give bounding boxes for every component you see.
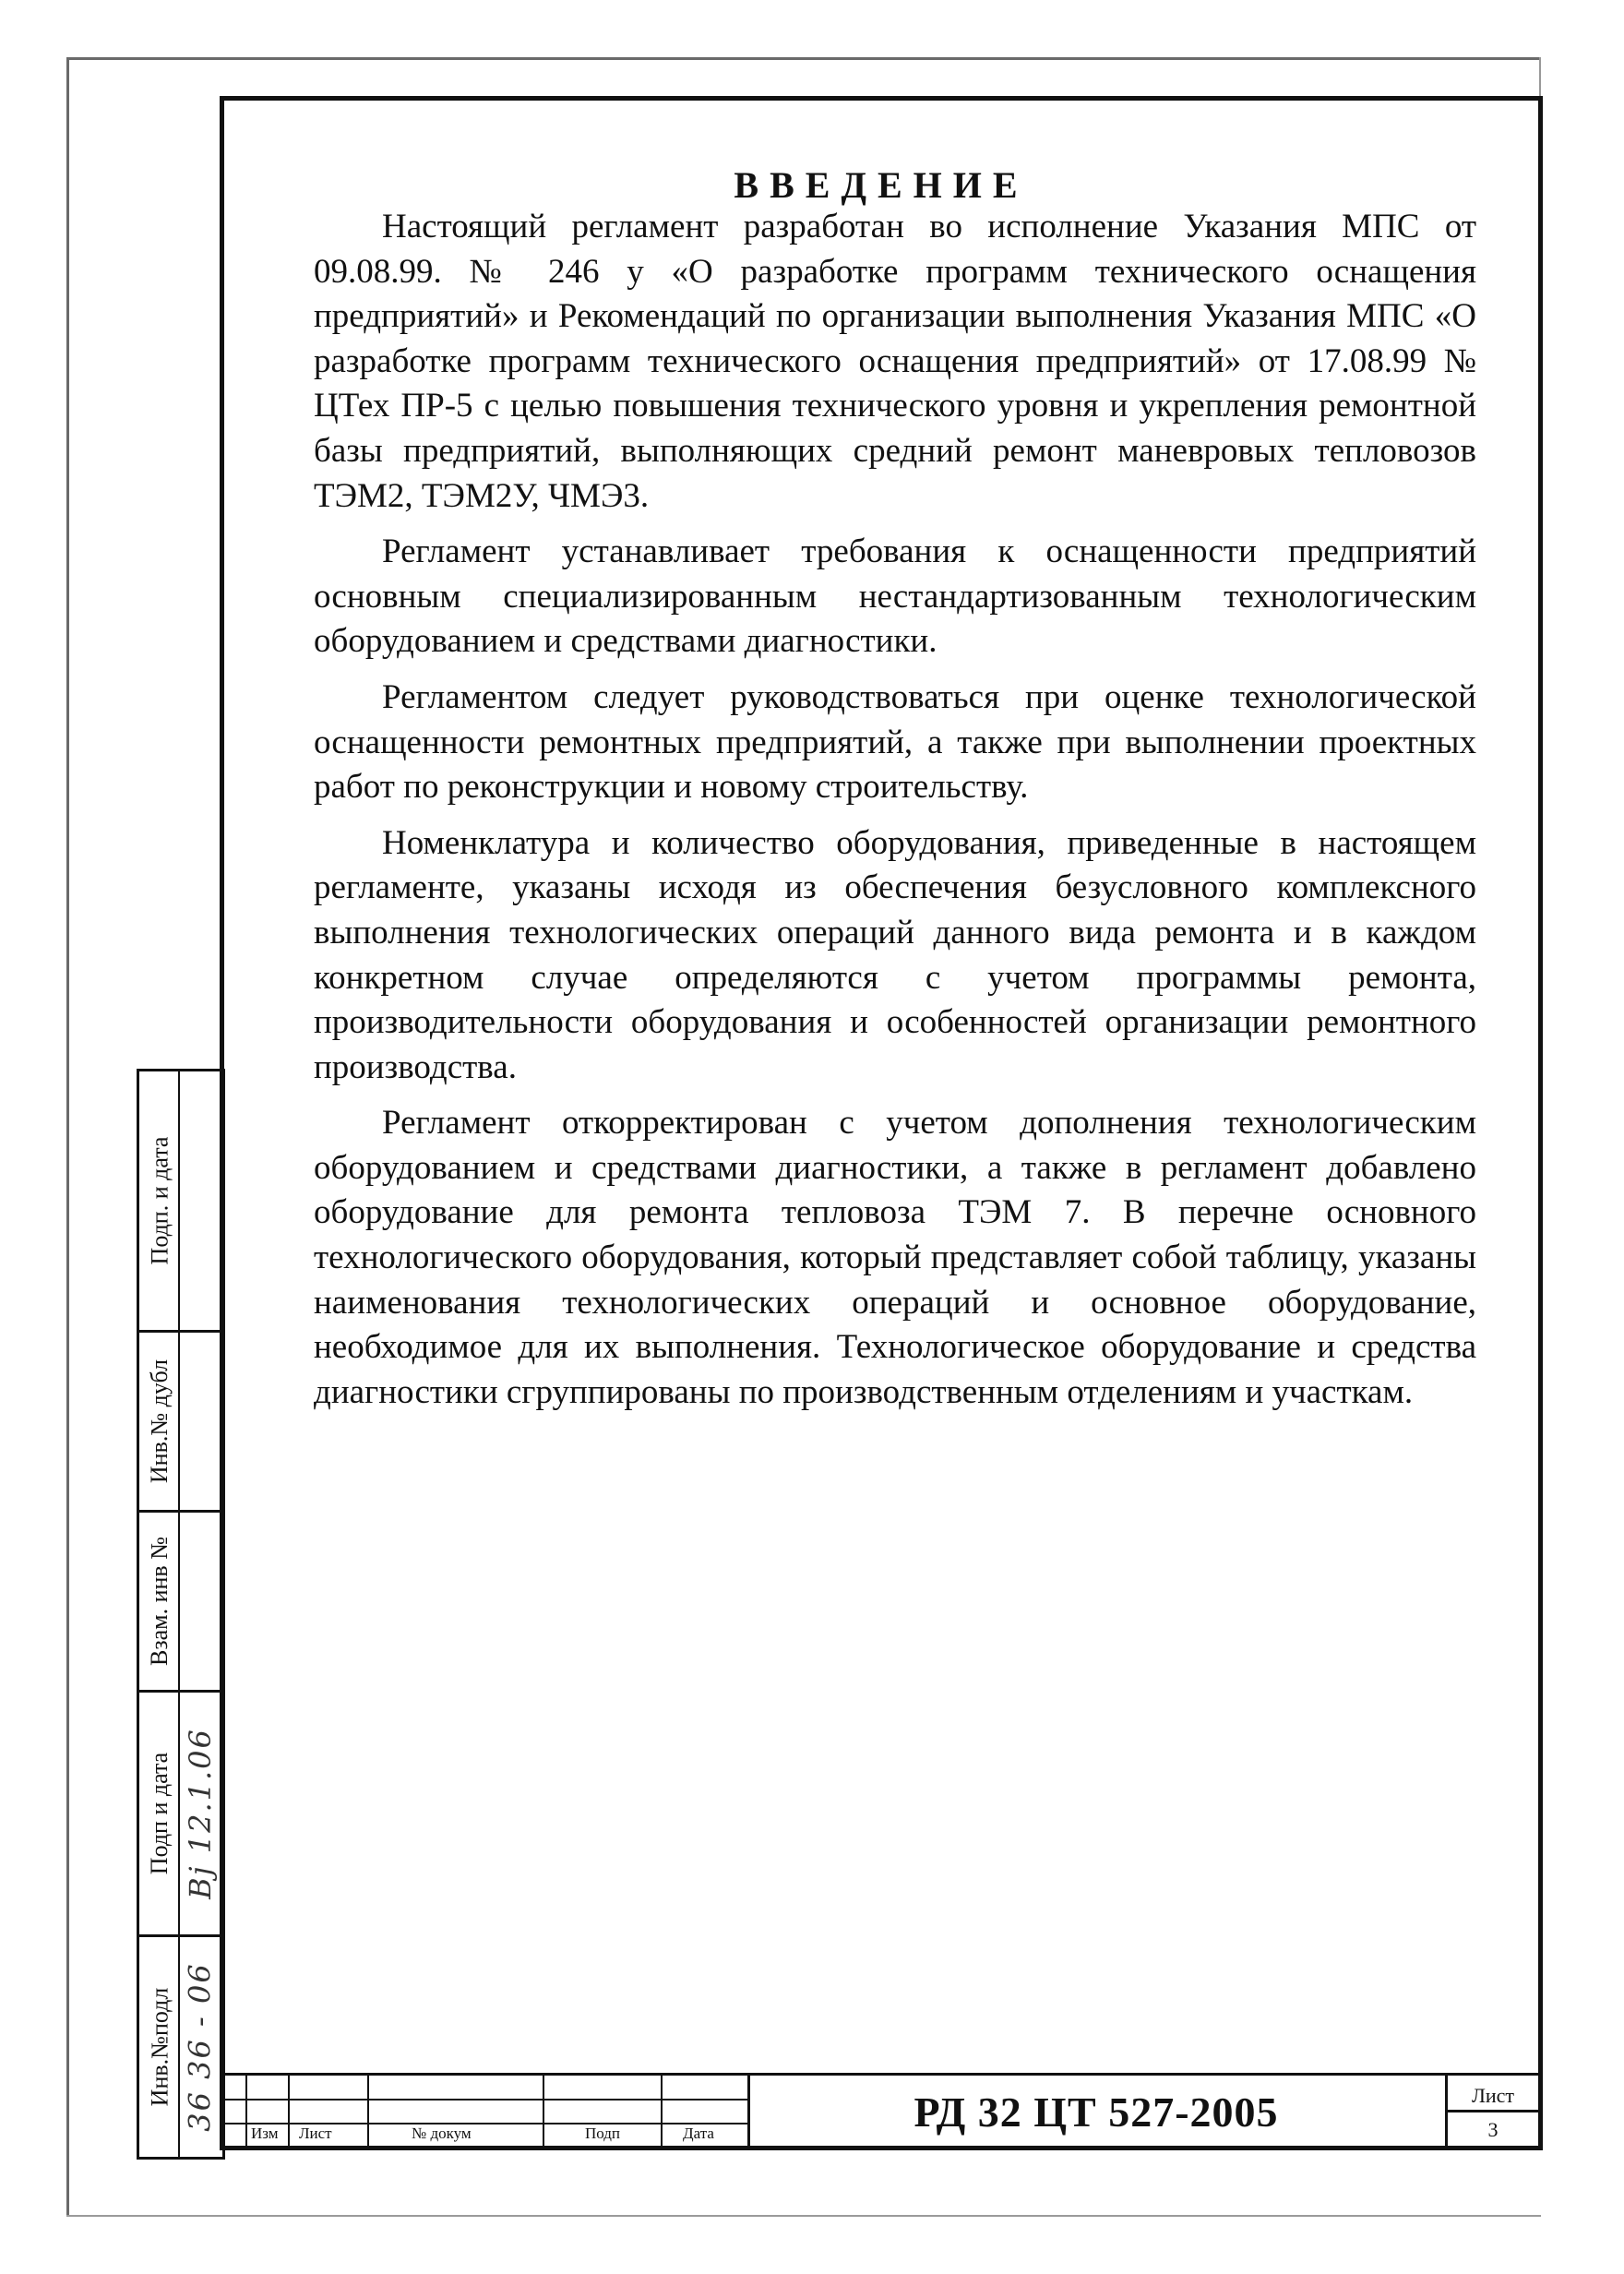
outer-border-left [66,57,69,2217]
handwritten-number: 36 36 - 06 [183,1962,219,2132]
side-label: Инв.№ дубл [146,1358,173,1484]
page-title: ВВЕДЕНИЕ [734,163,1029,206]
stamp-col-label: Подп [585,2124,621,2142]
side-cell-sign-date [139,1071,222,1333]
stamp-col-label: Изм [251,2124,279,2142]
side-label: Взам. инв № [146,1536,173,1667]
paragraph: Регламент откорректирован с учетом дополнения технологическим оборудованием и средствами диагностики, а также в регламент добавлено оборудование для ремонта тепловоза ТЭМ 7. В перечне основного технологического оборудования, который представляет собой таблицу, указаны наименования технологических операций и основное оборудование, необходимое для их выполнения. Технологическое оборудование и средства диагностики сгруппированы по производственным отделениям и участкам. [314,1104,1476,1411]
document-number: РД 32 ЦТ 527-2005 [914,2088,1279,2136]
side-label: Инв.№подл [146,1987,173,2107]
side-cell-orig-inv [139,1937,222,2157]
outer-border-top [66,57,1541,60]
stamp-col-line [367,2073,369,2150]
stamp-col-label: Дата [683,2124,714,2142]
stamp-col-line [288,2073,290,2150]
paragraph: Номенклатура и количество оборудования, приведенные в настоящем регламенте, указаны исходя из обеспечения безусловного комплексного выполнения технологических операций данного вида ремонта и в каждом конкретном случае определяются с учетом программы ремонта, производительности оборудования и особенностей организации ремонтного производства. [314,823,1476,1086]
side-cell-dup-inv [139,1333,222,1513]
document-body [314,205,1476,1426]
paragraph: Настоящий регламент разработан во исполнение Указания МПС от 09.08.99. № 246 у «О разработке программ технического оснащения предприятий» и Рекомендаций по организации выполнения Указания МПС «О разработке программ технического оснащения предприятий» от 17.08.99 № ЦТех ПР-5 с целью повышения технического уровня и укрепления ремонтной базы предприятий, выполняющих средний ремонт маневровых тепловозов ТЭМ2, ТЭМ2У, ЧМЭ3. [314,208,1476,515]
stamp-col-line [661,2073,663,2150]
side-label: Подп и дата [146,1752,173,1875]
sheet-number: 3 [1487,2118,1499,2141]
stamp-col-label: Лист [299,2124,332,2142]
stamp-col-line [543,2073,544,2150]
paragraph: Регламентом следует руководствоваться при оценке технологической оснащенности ремонтных предприятий, а также при выполнении проектных работ по реконструкции и новому строительству. [314,677,1476,807]
stamp-sheet-line [1447,2110,1543,2112]
handwritten-signature: Bj 12.1.06 [183,1728,218,1899]
side-cell-replace-inv [139,1513,222,1693]
paragraph: Регламент устанавливает требования к оснащенности предприятий основным специализированным нестандартизованным технологическим оборудованием и средствами диагностики. [314,533,1476,661]
outer-border-bottom [66,2215,1541,2217]
side-cell-sign-date-2 [139,1693,222,1937]
sheet-label: Лист [1471,2084,1515,2107]
stamp-row-line [220,2099,749,2100]
stamp-col-label: № докум [412,2124,472,2142]
side-label: Подп. и дата [146,1136,173,1265]
side-stamp [137,1069,225,2160]
stamp-col-line [245,2073,247,2150]
